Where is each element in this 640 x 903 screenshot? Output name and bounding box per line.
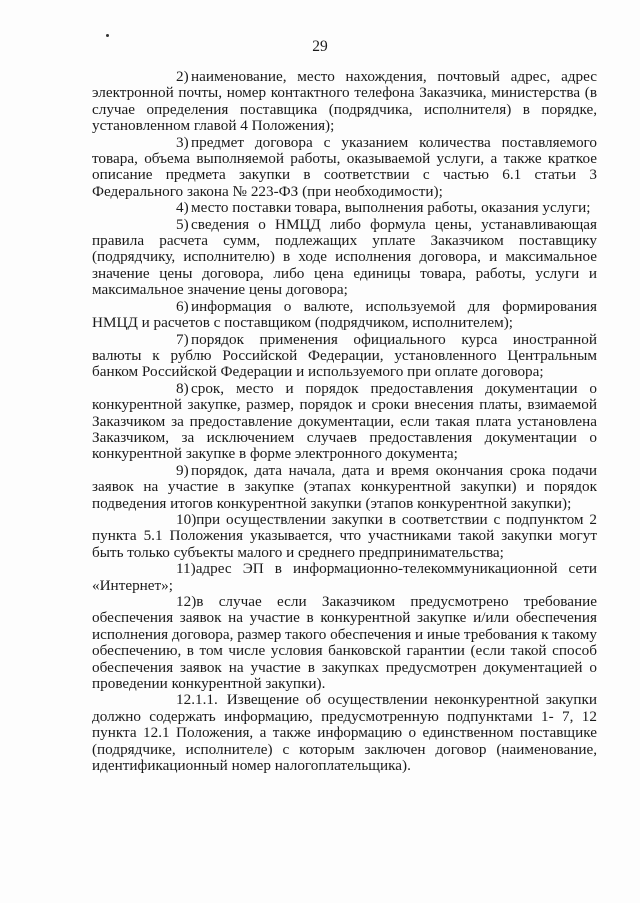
- item-number: 8): [176, 379, 189, 397]
- item-text: информация о валюте, используемой для формирования НМЦД и расчетов с поставщиком (подрядчиком, исполнителем);: [92, 297, 597, 332]
- item-number: 3): [176, 133, 189, 151]
- item-number: 5): [176, 215, 189, 233]
- item-number: 6): [176, 297, 189, 315]
- list-item: [92, 299, 597, 332]
- item-text: при осуществлении закупки в соответствии с подпунктом 2 пункта 5.1 Положения указывается, что участниками такой закупки могут быть только субъекты малого и среднего предпринимательства;: [92, 510, 597, 561]
- item-number: 4): [176, 199, 189, 217]
- item-text: адрес ЭП в информационно-телекоммуникационной сети «Интернет»;: [92, 560, 597, 594]
- list-item: [92, 381, 597, 463]
- clause-number: 12.1.1.: [176, 691, 218, 709]
- item-number: 10): [176, 510, 197, 528]
- list-item: [92, 463, 597, 512]
- list-item: [92, 200, 597, 216]
- clause-text: Извещение об осуществлении неконкурентной закупки должно содержать информацию, предусмотренную подпунктами 1- 7, 12 пункта 12.1 Положения, а также информацию о единственном поставщике (подрядчике, исполнителе) с которым заключен договор (наименование, идентификационный номер налогоплательщика).: [92, 691, 597, 775]
- list-item: [92, 512, 597, 561]
- list-item: [92, 692, 597, 774]
- item-number: 11): [176, 560, 196, 578]
- item-text: наименование, место нахождения, почтовый адрес, адрес электронной почты, номер контактного телефона Заказчика, министерства (в случае определения поставщика (подрядчика, исполнителя) в порядке, установленном главой 4 Положения);: [92, 68, 597, 135]
- item-text: в случае если Заказчиком предусмотрено требование обеспечения заявок на участие в конкурентной закупке и/или обеспечения исполнения договора, размер такого обеспечения и иные требования к такому обеспечению, в том числе условия банковской гарантии (если такой способ обеспечения заявок на участие в закупках предусмотрен документацией о проведении конкурентной закупки).: [92, 593, 597, 693]
- list-item: [92, 217, 597, 299]
- page-number: 29: [312, 38, 328, 55]
- list-item: [92, 332, 597, 381]
- item-text: сведения о НМЦД либо формула цены, устанавливающая правила расчета сумм, подлежащих уплате Заказчиком поставщику (подрядчику, исполнителю) в ходе исполнения договора, и максимальное значение цены договора, либо цена единицы товара, работы, услуги и максимальное значение цены договора;: [92, 215, 597, 299]
- item-number: 12): [176, 593, 197, 610]
- item-text: предмет договора с указанием количества поставляемого товара, объема выполняемой работы, оказываемой услуги, а также краткое описание предмета закупки в соответствии с частью 6.1 статьи 3 Федерального закона № 223-ФЗ (при необходимости);: [92, 133, 597, 200]
- item-text: порядок применения официального курса иностранной валюты к рублю Российской Федерации, установленного Центральным банком Российской Федерации и используемого при оплате договора;: [92, 330, 597, 381]
- item-text: порядок, дата начала, дата и время окончания срока подачи заявок на участие в закупке (этапах конкурентной закупки) и порядок подведения итогов конкурентной закупки (этапов конкурентной закупки);: [92, 461, 597, 512]
- item-number: 7): [176, 330, 189, 348]
- list-item: [92, 594, 597, 692]
- item-text: срок, место и порядок предоставления документации о конкурентной закупке, размер, порядок и сроки внесения платы, взимаемой Заказчиком за предоставление документации, если такая плата установлена Заказчиком, за исключением случаев предоставления документации о конкурентной закупке в форме электронного документа;: [92, 379, 597, 463]
- list-item: [92, 561, 597, 594]
- scan-speck: [106, 34, 109, 37]
- list-item: [92, 69, 597, 135]
- item-text: место поставки товара, выполнения работы, оказания услуги;: [191, 199, 591, 217]
- item-number: 2): [176, 68, 189, 85]
- item-number: 9): [176, 461, 189, 479]
- document-body: [92, 69, 597, 774]
- list-item: [92, 135, 597, 201]
